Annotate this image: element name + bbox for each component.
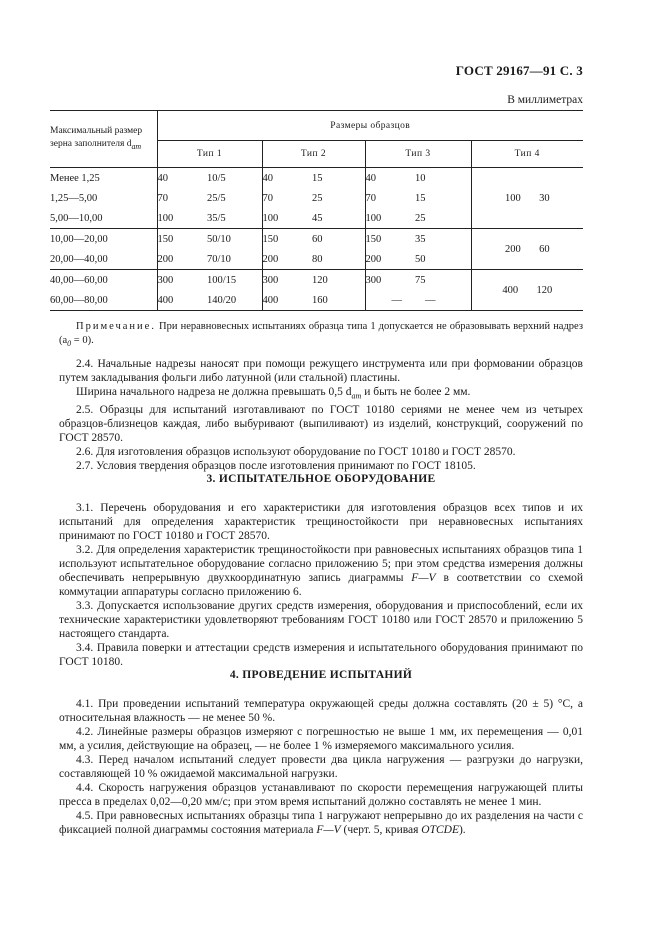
cell: 25: [415, 212, 426, 224]
page-header: ГОСТ 29167—91 С. 3: [455, 63, 583, 78]
cell: 100: [157, 212, 174, 224]
paragraph-3-1: 3.1. Перечень оборудования и его характеристики для изготовления образцов всех типов и их испытаний для определения характеристик трещиностойкости при неравновесных испытаниях принимают по ГОСТ 10180 и ГОСТ 28570.: [59, 502, 583, 542]
type-3-header: Тип 3: [365, 141, 471, 168]
cell: 45: [312, 212, 323, 224]
row-label: 20,00—40,00: [50, 249, 157, 270]
section-4-title: 4. ПРОВЕДЕНИЕ ИСПЫТАНИЙ: [229, 669, 413, 681]
row-label: 40,00—60,00: [50, 270, 157, 291]
cell: 15: [415, 192, 426, 204]
section-3-title: 3. ИСПЫТАТЕЛЬНОЕ ОБОРУДОВАНИЕ: [206, 473, 436, 485]
cell: 300: [365, 270, 415, 291]
cell: 60: [312, 229, 365, 250]
row-label: 1,25—5,00: [50, 188, 157, 208]
note-text: При неравновесных испытаниях образца типа 1 допускается не образовывать верхний надрез (a: [59, 321, 583, 346]
cell: 40: [157, 172, 168, 184]
paragraph-4-3: 4.3. Перед началом испытаний следует провести два цикла нагружения — разгрузки до нагрузки, составляющей 10 % ожидаемой максимальной нагрузки.: [59, 754, 583, 780]
cell: 100/15: [207, 270, 262, 291]
cell: 150: [365, 229, 415, 250]
cell: 150: [262, 229, 312, 250]
row-label: Менее 1,25: [50, 168, 157, 189]
cell: 10: [415, 172, 426, 184]
type-4-header: Тип 4: [471, 141, 583, 168]
row-label: 10,00—20,00: [50, 229, 157, 250]
cell: 15: [312, 172, 323, 184]
row-label: 60,00—80,00: [50, 290, 157, 311]
type-4-cell: 100 30: [471, 168, 583, 229]
paragraph-4-2: 4.2. Линейные размеры образцов измеряют с погрешностью не выше 1 мм, их перемещения — 0,01 мм, а усилия, действующие на образец, — не более 1 % измеряемого максимального усилия.: [59, 726, 583, 752]
cell: 50/10: [207, 229, 262, 250]
paragraph-2-4-width: Ширина начального надреза не должна превышать 0,5 $d_{am}$ и быть не более 2 мм.: [76, 386, 471, 401]
cell: 200: [157, 253, 174, 265]
cell: 140/20: [207, 290, 262, 311]
paragraph-2-6: 2.6. Для изготовления образцов используют оборудование по ГОСТ 10180 и ГОСТ 28570.: [76, 446, 516, 459]
cell: 150: [157, 229, 207, 250]
paragraph-3-2: 3.2. Для определения характеристик трещиностойкости при равновесных испытаниях образцов типа 1 используют испытательное оборудование согласно приложению 5; при этом средства измерения должны обеспечивать непрерывную двухкоординатную запись диаграммы F—V в соответствии со схемой коммутации аппаратуры согласно приложению 6.: [59, 544, 583, 598]
type-2-header: Тип 2: [262, 141, 365, 168]
table-row: [50, 168, 583, 189]
cell: 35/5: [207, 212, 226, 224]
cell: 40: [262, 168, 312, 189]
cell: 300: [262, 270, 312, 291]
cell: 75: [415, 270, 471, 291]
table-note: Примечание. При неравновесных испытаниях образца типа 1 допускается не образовывать верхний надрез $(a_0 = 0)$.: [59, 321, 583, 349]
paragraph-4-5: 4.5. При равновесных испытаниях образцы типа 1 нагружают непрерывно до их разделения на части с фиксацией полной диаграммы состояния материала F—V (черт. 5, кривая OTCDE).: [59, 810, 583, 836]
paragraph-4-4: 4.4. Скорость нагружения образцов устанавливают по скорости перемещения нагружающей плиты пресса в пределах 0,02—0,20 мм/с; при этом время испытаний должно составлять не менее 1 мин.: [59, 782, 583, 808]
paragraph-2-7: 2.7. Условия твердения образцов после изготовления принимают по ГОСТ 18105.: [76, 460, 476, 473]
cell: 300: [157, 270, 207, 291]
row-label: 5,00—10,00: [50, 208, 157, 229]
cell: 40: [365, 168, 415, 189]
cell: 120: [312, 270, 365, 291]
cell: —: [365, 290, 415, 311]
cell: 25: [312, 192, 323, 204]
cell: 70: [262, 188, 312, 208]
cell: 50: [415, 253, 426, 265]
paragraph-2-4: 2.4. Начальные надрезы наносят при помощи режущего инструмента или при формовании образцов путем закладывания фольги либо латунной (или стальной) пластины.: [59, 358, 583, 384]
cell: 80: [312, 253, 323, 265]
cell: 100: [262, 208, 312, 229]
cell: —: [415, 290, 471, 311]
type-4-cell: 400 120: [471, 270, 583, 311]
paragraph-3-3: 3.3. Допускается использование других средств измерения, оборудования и приспособлений, если их технические характеристики удовлетворяют требованиям ГОСТ 10180 или ГОСТ 28570 и приложению 5 настоящего стандарта.: [59, 600, 583, 640]
section-2-continued: [59, 357, 583, 473]
cell: 200: [365, 249, 415, 270]
cell: 70: [365, 188, 415, 208]
type-1-header: Тип 1: [157, 141, 262, 168]
column-header-grain-size: Максимальный размер зерна заполнителя $d_{am}$: [50, 111, 157, 168]
cell: 10/5: [207, 172, 226, 184]
cell: 35: [415, 229, 471, 250]
sample-sizes-table: [50, 110, 583, 311]
cell: 200: [262, 249, 312, 270]
cell: 100: [365, 208, 415, 229]
units-label: В миллиметрах: [507, 94, 583, 106]
column-header-sample-sizes: Размеры образцов: [157, 111, 583, 141]
cell: 400: [262, 290, 312, 311]
cell: 400: [157, 290, 207, 311]
cell: 70: [157, 192, 168, 204]
table-row: [50, 229, 583, 250]
paragraph-3-4: 3.4. Правила поверки и аттестации средств измерения и испытательного оборудования принимают по ГОСТ 10180.: [59, 642, 583, 668]
cell: 70/10: [207, 253, 231, 265]
cell: 25/5: [207, 192, 226, 204]
type-4-cell: 200 60: [471, 229, 583, 270]
cell: 160: [312, 290, 365, 311]
paragraph-2-5: 2.5. Образцы для испытаний изготавливают по ГОСТ 10180 сериями не менее чем из четырех образцов-близнецов каждая, либо выбуривают (выпиливают) из изделий, конструкций, сооружений по ГОСТ 28570.: [59, 404, 583, 445]
section-3-body: [59, 501, 583, 669]
table-row: [50, 270, 583, 291]
section-4-body: [59, 697, 583, 837]
paragraph-4-1: 4.1. При проведении испытаний температура окружающей среды должна составлять (20 ± 5) °С, а относительная влажность — не менее 50 %.: [59, 698, 583, 724]
note-label: Примечание.: [76, 321, 156, 332]
